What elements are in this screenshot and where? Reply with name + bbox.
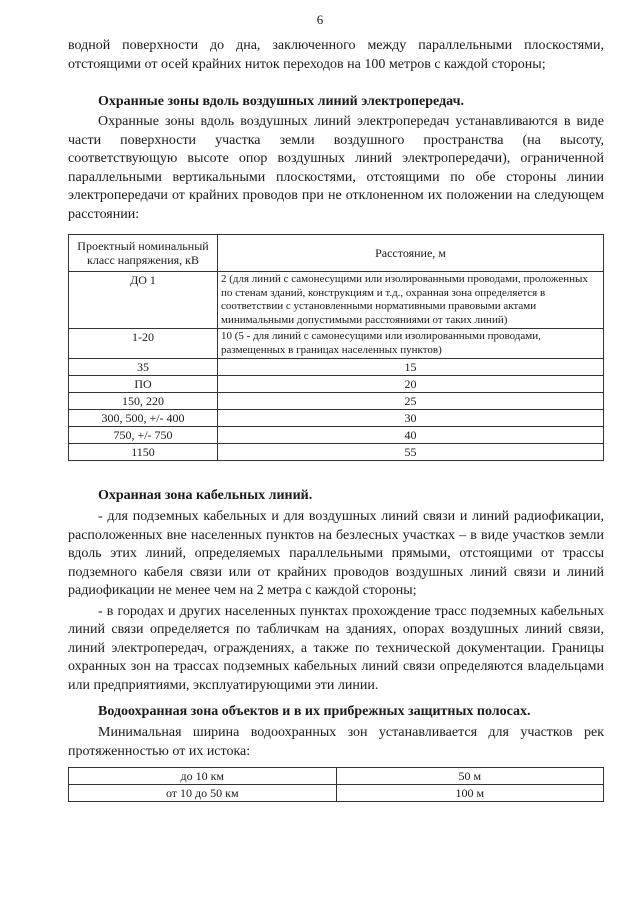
table-row [69, 376, 604, 393]
overhead-lines-heading: Охранные зоны вдоль воздушных линий электропередач. [98, 94, 464, 109]
overhead-distance-table [68, 234, 604, 461]
table-row [69, 410, 604, 427]
zone-width-cell: 100 м [336, 785, 604, 802]
voltage-cell: 300, 500, +/- 400 [69, 410, 218, 427]
water-protection-heading: Водоохранная зона объектов и в их прибрежных защитных полосах. [98, 704, 531, 719]
column-header-distance: Расстояние, м [218, 235, 604, 272]
voltage-cell: 150, 220 [69, 393, 218, 410]
water-protection-paragraph: Минимальная ширина водоохранных зон устанавливается для участков рек протяженностью от их истока: [68, 725, 604, 759]
distance-cell: 30 [218, 410, 604, 427]
voltage-cell: ПО [69, 376, 218, 393]
zone-width-cell: 50 м [336, 768, 604, 785]
table-row [69, 393, 604, 410]
distance-cell: 25 [218, 393, 604, 410]
cable-lines-item-urban: - в городах и других населенных пунктах прохождение трасс подземных кабельных линий связи определяется по табличкам на зданиях, опорах воздушных линий связи, линий электропередач, ограждениях, а также по технической документации. Границы охранных зон на трассах подземных кабельных линий связи определяются владельцами или предприятиями, эксплуатирующими эти линии. [68, 603, 604, 693]
table-row [69, 272, 604, 329]
distance-cell: 2 (для линий с самонесущими или изолированными проводами, проложенных по стенам зданий, конструкциям и т.д., охранная зона определяется в соответствии с установленными нормативными правовыми актами минимальными допустимыми расстояниями от таких линий) [218, 272, 604, 329]
voltage-cell: 1-20 [69, 329, 218, 359]
distance-cell: 20 [218, 376, 604, 393]
voltage-cell: 1150 [69, 444, 218, 461]
column-header-voltage: Проектный номинальный класс напряжения, кВ [69, 235, 218, 272]
overhead-lines-paragraph: Охранные зоны вдоль воздушных линий электропередач устанавливаются в виде части поверхности участка земли воздушного пространства (на высоту, соответствующую высоте опор воздушных линий электропередачи), ограниченной параллельными вертикальными плоскостями, отстоящими по обе стороны линии электропередачи от крайних проводов при не отклоненном их положении на следующем расстоянии: [68, 114, 604, 222]
river-length-cell: от 10 до 50 км [69, 785, 337, 802]
table-row [69, 444, 604, 461]
intro-paragraph: водной поверхности до дна, заключенного между параллельными плоскостями, отстоящими от осей крайних ниток переходов на 100 метров с каждой стороны; [68, 38, 604, 72]
river-length-cell: до 10 км [69, 768, 337, 785]
table-row [69, 768, 604, 785]
page-number: 6 [316, 12, 324, 27]
table-row [69, 359, 604, 376]
cable-lines-item-rural: - для подземных кабельных и для воздушных линий связи и линий радиофикации, расположенных вне населенных пунктов на безлесных участках – в виде участков земли вдоль этих линий, определяемых параллельными прямыми, отстоящими от трассы подземного кабеля связи или от крайних проводов воздушных линий связи и линий радиофикации не менее чем на 2 метра с каждой стороны; [68, 509, 604, 598]
water-zone-table [68, 767, 604, 802]
table-header-row [69, 235, 604, 272]
distance-cell: 15 [218, 359, 604, 376]
voltage-cell: ДО 1 [69, 272, 218, 329]
table-row [69, 329, 604, 359]
voltage-cell: 750, +/- 750 [69, 427, 218, 444]
cable-lines-heading: Охранная зона кабельных линий. [98, 488, 313, 503]
distance-cell: 40 [218, 427, 604, 444]
voltage-cell: 35 [69, 359, 218, 376]
distance-cell: 55 [218, 444, 604, 461]
table-row [69, 427, 604, 444]
document-body [68, 37, 604, 802]
table-row [69, 785, 604, 802]
distance-cell: 10 (5 - для линий с самонесущими или изолированными проводами, размещенных в границах населенных пунктов) [218, 329, 604, 359]
